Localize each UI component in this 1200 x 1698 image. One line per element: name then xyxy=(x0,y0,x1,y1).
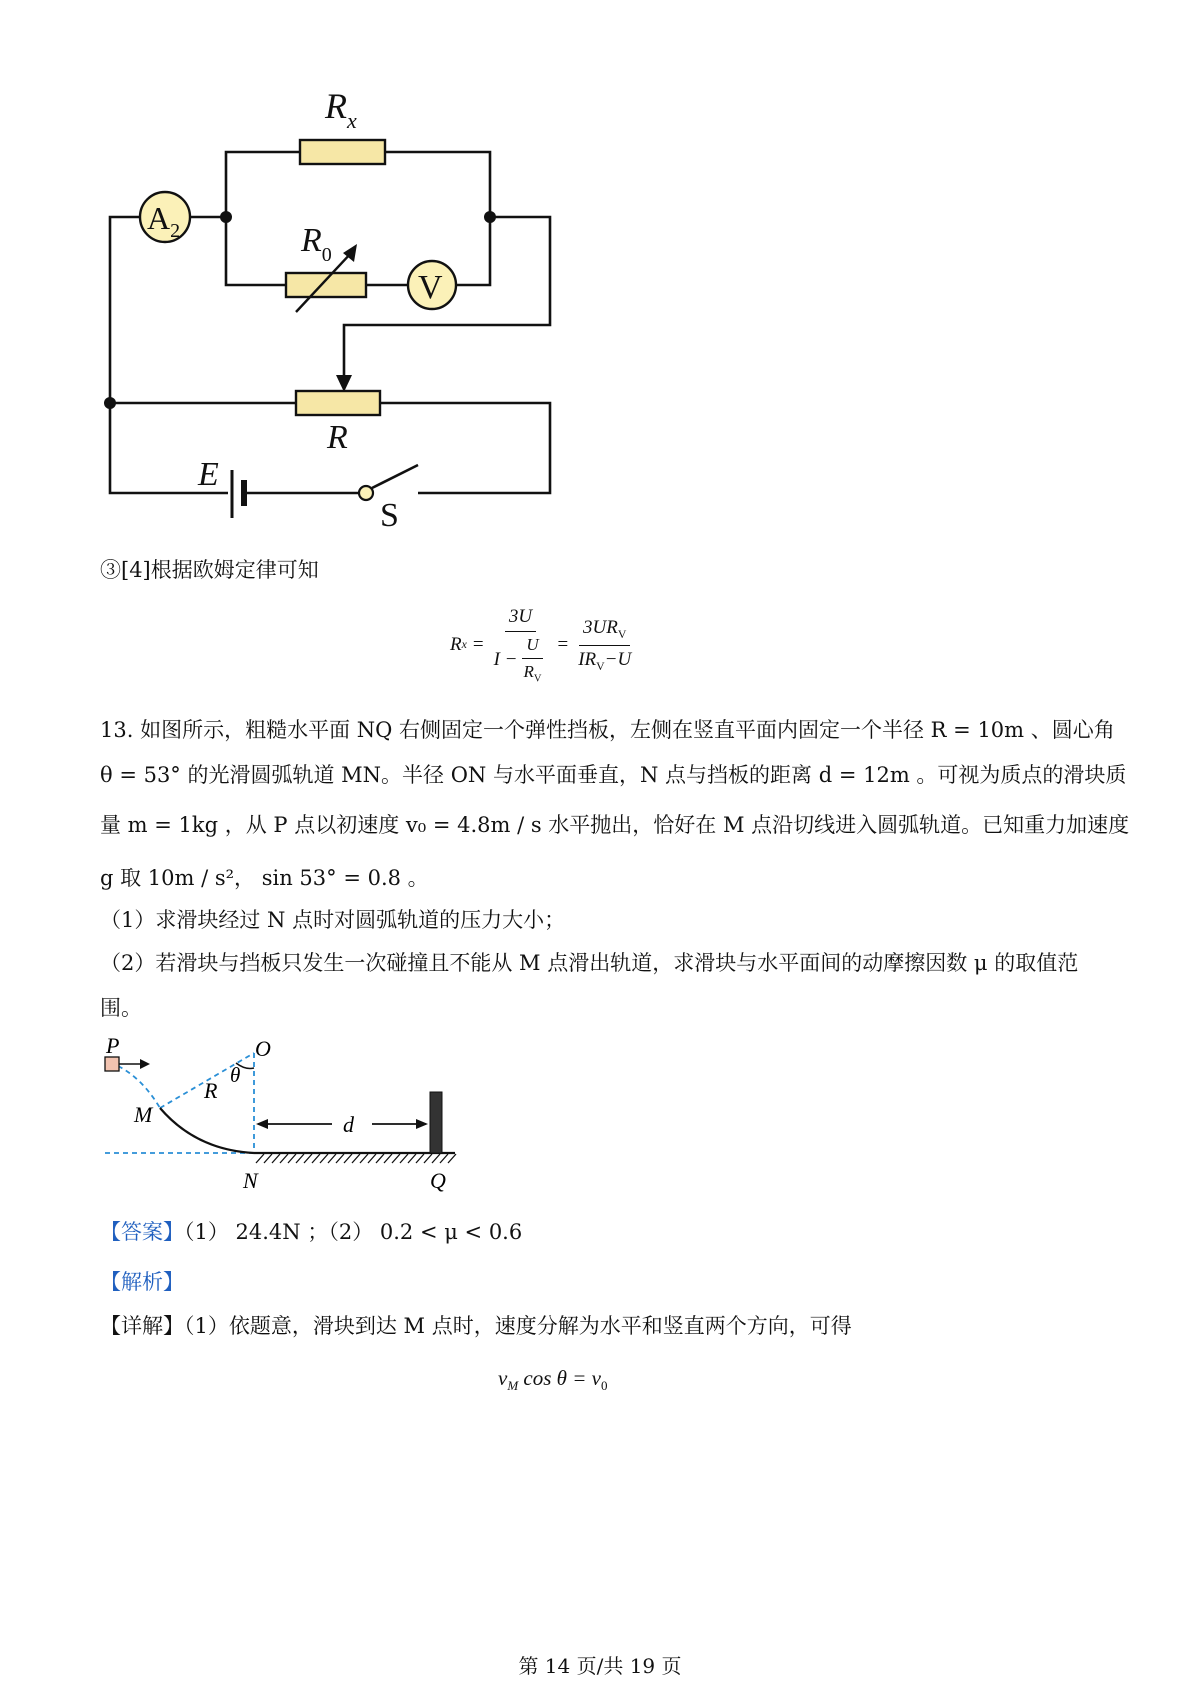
page-footer: 第 14 页/共 19 页 xyxy=(518,1654,682,1678)
answer-text: （1） 24.4N ；（2） 0.2 < μ < 0.6 xyxy=(184,1220,523,1244)
problem13-q1: （1）求滑块经过 N 点时对圆弧轨道的压力大小； xyxy=(100,908,566,932)
label-e: E xyxy=(198,456,219,493)
velocity-formula: $v_M$ $\cos \theta = v_0$ xyxy=(498,1366,608,1394)
arc-track-mn xyxy=(160,1108,254,1153)
track-diagram xyxy=(0,1030,480,1200)
problem13-line4: g 取 10m / s²， sin 53° = 0.8 。 xyxy=(100,866,429,890)
analysis-tag: 【解析】 xyxy=(100,1270,184,1294)
problem13-line3: 量 m = 1kg ，从 P 点以初速度 v₀ = 4.8m / s 水平抛出，恰好在 M 点沿切线进入圆弧轨道。已知重力加速度 xyxy=(100,813,1130,837)
step3-text: ③[4]根据欧姆定律可知 xyxy=(100,558,319,582)
label-o: O xyxy=(255,1036,271,1061)
slider-block-p xyxy=(105,1057,119,1071)
label-r0: $R_0$ xyxy=(301,222,332,266)
problem13-line1: 13. 如图所示，粗糙水平面 NQ 右侧固定一个弹性挡板，左侧在竖直平面内固定一个半径 R = 10m 、圆心角 xyxy=(100,718,1115,742)
label-theta: θ xyxy=(230,1063,241,1087)
detail-tag: 【详解】 xyxy=(100,1314,184,1338)
resistor-r0 xyxy=(286,273,366,297)
problem13-line2: θ = 53° 的光滑圆弧轨道 MN。半径 ON 与水平面垂直，N 点与挡板的距离 d = 12m 。可视为质点的滑块质 xyxy=(100,763,1127,787)
detail-line xyxy=(100,1316,852,1337)
label-r: R xyxy=(204,1078,218,1103)
ohm-law-formula: R x = 3U I − $\frac{U}{R_V}$ = $\frac{3UR_V}{IR_V-U}$ xyxy=(450,606,632,685)
label-p: P xyxy=(106,1033,120,1058)
label-n: N xyxy=(243,1168,258,1193)
label-v: V xyxy=(418,269,443,306)
label-r: R xyxy=(327,419,348,456)
problem13-q2-line2: 围。 xyxy=(100,996,142,1020)
label-q: Q xyxy=(430,1168,446,1193)
label-d: d xyxy=(343,1112,354,1137)
resistor-rx xyxy=(300,140,385,164)
label-rx: $R_x$ xyxy=(325,86,357,133)
label-a2: $A_2$ xyxy=(147,200,181,242)
elastic-baffle xyxy=(430,1092,442,1153)
label-m: M xyxy=(134,1102,153,1127)
rheostat-r xyxy=(296,391,380,415)
label-s: S xyxy=(380,497,399,534)
answer-tag: 【答案】 xyxy=(100,1220,184,1244)
answer-line xyxy=(100,1222,522,1243)
problem13-q2-line1: （2）若滑块与挡板只发生一次碰撞且不能从 M 点滑出轨道，求滑块与水平面间的动摩擦因数 μ 的取值范 xyxy=(100,951,1079,975)
detail-text: （1）依题意，滑块到达 M 点时，速度分解为水平和竖直两个方向，可得 xyxy=(184,1314,852,1338)
switch-s xyxy=(359,486,373,500)
circuit-diagram xyxy=(0,0,640,545)
